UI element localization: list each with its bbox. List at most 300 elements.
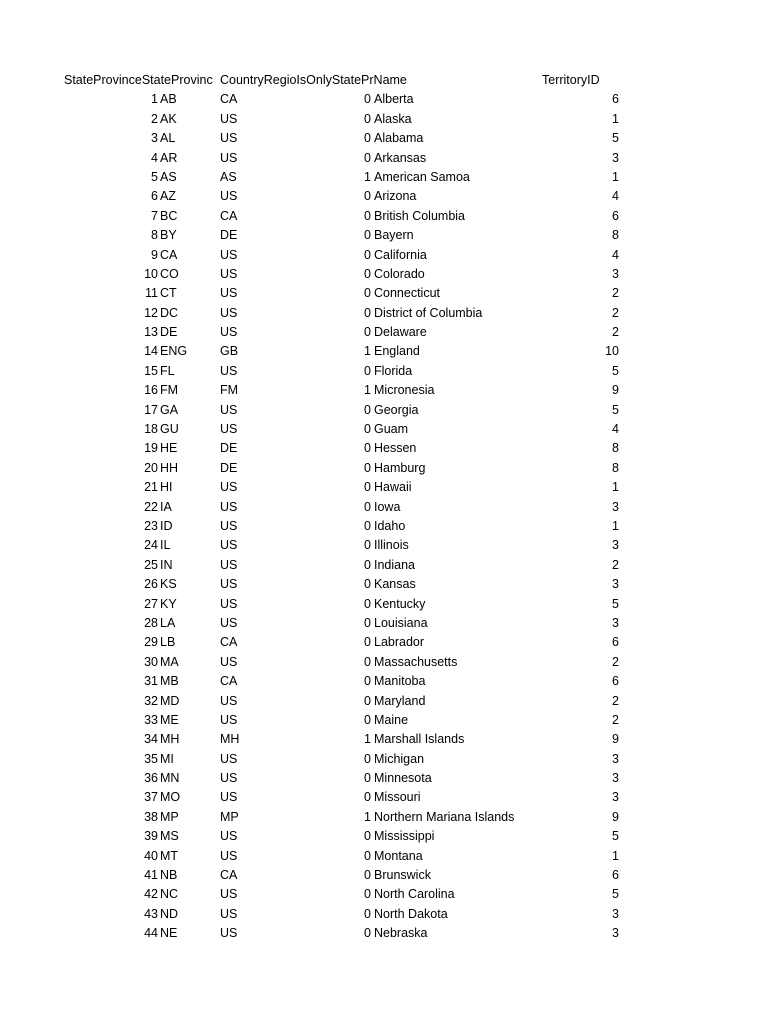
cell-is-only-state[interactable]: 0 <box>364 460 371 475</box>
cell-country[interactable]: US <box>220 480 238 495</box>
cell-country[interactable]: US <box>220 518 238 533</box>
cell-is-only-state[interactable]: 0 <box>364 422 371 437</box>
table-row <box>0 226 768 245</box>
table-row <box>0 149 768 168</box>
cell-country[interactable]: MP <box>220 809 239 824</box>
cell-name[interactable]: Indiana <box>374 557 416 572</box>
cell-code[interactable]: ME <box>160 712 179 727</box>
cell-country[interactable]: US <box>220 693 238 708</box>
cell-country[interactable]: US <box>220 538 238 553</box>
cell-territory-id[interactable]: 5 <box>612 402 619 417</box>
cell-name[interactable]: Illinois <box>374 538 409 553</box>
table-row <box>0 265 768 284</box>
cell-country[interactable]: CA <box>220 208 238 223</box>
cell-country[interactable]: DE <box>220 460 238 475</box>
cell-name[interactable]: North Carolina <box>374 887 455 902</box>
cell-id[interactable]: 44 <box>144 926 158 941</box>
cell-country[interactable]: US <box>220 402 238 417</box>
cell-is-only-state[interactable]: 0 <box>364 189 371 204</box>
cell-country[interactable]: MH <box>220 732 240 747</box>
cell-name[interactable]: Guam <box>374 422 409 437</box>
table-row <box>0 924 768 943</box>
cell-code[interactable]: MB <box>160 674 179 689</box>
cell-is-only-state[interactable]: 1 <box>364 732 371 747</box>
cell-code[interactable]: HI <box>160 480 173 495</box>
cell-territory-id[interactable]: 3 <box>612 266 619 281</box>
cell-name[interactable]: Colorado <box>374 266 425 281</box>
cell-territory-id[interactable]: 8 <box>612 460 619 475</box>
table-row <box>0 556 768 575</box>
cell-territory-id[interactable]: 10 <box>605 344 619 359</box>
cell-name[interactable]: Maine <box>374 712 409 727</box>
cell-is-only-state[interactable]: 0 <box>364 654 371 669</box>
cell-code[interactable]: NB <box>160 868 178 883</box>
cell-id[interactable]: 23 <box>144 518 158 533</box>
cell-country[interactable]: AS <box>220 169 237 184</box>
cell-territory-id[interactable]: 3 <box>612 751 619 766</box>
table-row <box>0 459 768 478</box>
cell-id[interactable]: 1 <box>151 92 158 107</box>
cell-id[interactable]: 38 <box>144 809 158 824</box>
cell-territory-id[interactable]: 1 <box>612 848 619 863</box>
cell-country[interactable]: US <box>220 189 238 204</box>
cell-country[interactable]: US <box>220 712 238 727</box>
cell-code[interactable]: DE <box>160 325 178 340</box>
cell-code[interactable]: MP <box>160 809 179 824</box>
cell-code[interactable]: LA <box>160 615 176 630</box>
cell-id[interactable]: 41 <box>144 868 158 883</box>
cell-country[interactable]: US <box>220 596 238 611</box>
cell-territory-id[interactable]: 3 <box>612 615 619 630</box>
cell-country[interactable]: US <box>220 751 238 766</box>
cell-country[interactable]: US <box>220 926 238 941</box>
table-row <box>0 478 768 497</box>
table-row <box>0 885 768 904</box>
cell-id[interactable]: 20 <box>144 460 158 475</box>
cell-code[interactable]: AS <box>160 169 177 184</box>
spreadsheet-table <box>0 71 768 944</box>
cell-country[interactable]: US <box>220 325 238 340</box>
cell-country[interactable]: CA <box>220 635 238 650</box>
cell-territory-id[interactable]: 2 <box>612 305 619 320</box>
cell-territory-id[interactable]: 1 <box>612 480 619 495</box>
cell-name[interactable]: Bayern <box>374 228 414 243</box>
cell-country[interactable]: US <box>220 131 238 146</box>
cell-id[interactable]: 37 <box>144 790 158 805</box>
table-row <box>0 827 768 846</box>
cell-code[interactable]: MI <box>160 751 174 766</box>
cell-name[interactable]: Florida <box>374 363 413 378</box>
table-row <box>0 362 768 381</box>
cell-is-only-state[interactable]: 0 <box>364 926 371 941</box>
cell-is-only-state[interactable]: 0 <box>364 712 371 727</box>
cell-is-only-state[interactable]: 0 <box>364 615 371 630</box>
table-row <box>0 575 768 594</box>
cell-name[interactable]: Iowa <box>374 499 401 514</box>
cell-id[interactable]: 18 <box>144 422 158 437</box>
cell-name[interactable]: California <box>374 247 427 262</box>
cell-id[interactable]: 16 <box>144 383 158 398</box>
cell-territory-id[interactable]: 5 <box>612 131 619 146</box>
cell-code[interactable]: MT <box>160 848 179 863</box>
cell-territory-id[interactable]: 3 <box>612 577 619 592</box>
cell-is-only-state[interactable]: 0 <box>364 111 371 126</box>
cell-name[interactable]: District of Columbia <box>374 305 483 320</box>
cell-country[interactable]: US <box>220 247 238 262</box>
cell-id[interactable]: 40 <box>144 848 158 863</box>
cell-country[interactable]: US <box>220 654 238 669</box>
cell-code[interactable]: MS <box>160 829 179 844</box>
cell-code[interactable]: BY <box>160 228 177 243</box>
cell-code[interactable]: AK <box>160 111 177 126</box>
cell-id[interactable]: 29 <box>144 635 158 650</box>
cell-country[interactable]: DE <box>220 228 238 243</box>
cell-territory-id[interactable]: 3 <box>612 150 619 165</box>
cell-id[interactable]: 25 <box>144 557 158 572</box>
cell-country[interactable]: US <box>220 557 238 572</box>
table-row <box>0 536 768 555</box>
cell-code[interactable]: BC <box>160 208 178 223</box>
cell-territory-id[interactable]: 3 <box>612 538 619 553</box>
cell-name[interactable]: Northern Mariana Islands <box>374 809 515 824</box>
cell-is-only-state[interactable]: 0 <box>364 499 371 514</box>
table-row <box>0 129 768 148</box>
cell-is-only-state[interactable]: 1 <box>364 383 371 398</box>
cell-territory-id[interactable]: 5 <box>612 363 619 378</box>
cell-is-only-state[interactable]: 0 <box>364 771 371 786</box>
cell-code[interactable]: NC <box>160 887 179 902</box>
cell-territory-id[interactable]: 5 <box>612 829 619 844</box>
cell-id[interactable]: 24 <box>144 538 158 553</box>
cell-is-only-state[interactable]: 0 <box>364 208 371 223</box>
table-row <box>0 653 768 672</box>
cell-id[interactable]: 6 <box>151 189 158 204</box>
cell-is-only-state[interactable]: 0 <box>364 325 371 340</box>
cell-territory-id[interactable]: 1 <box>612 169 619 184</box>
cell-country[interactable]: US <box>220 363 238 378</box>
cell-territory-id[interactable]: 3 <box>612 926 619 941</box>
cell-code[interactable]: MO <box>160 790 181 805</box>
cell-is-only-state[interactable]: 0 <box>364 596 371 611</box>
cell-id[interactable]: 39 <box>144 829 158 844</box>
cell-is-only-state[interactable]: 0 <box>364 906 371 921</box>
table-row <box>0 420 768 439</box>
cell-code[interactable]: CA <box>160 247 178 262</box>
cell-is-only-state[interactable]: 0 <box>364 228 371 243</box>
cell-country[interactable]: US <box>220 150 238 165</box>
cell-territory-id[interactable]: 3 <box>612 790 619 805</box>
cell-name[interactable]: Hamburg <box>374 460 426 475</box>
cell-code[interactable]: KY <box>160 596 177 611</box>
cell-territory-id[interactable]: 4 <box>612 422 619 437</box>
cell-name[interactable]: Arkansas <box>374 150 427 165</box>
cell-is-only-state[interactable]: 0 <box>364 751 371 766</box>
cell-id[interactable]: 21 <box>144 480 158 495</box>
table-row <box>0 808 768 827</box>
cell-territory-id[interactable]: 5 <box>612 596 619 611</box>
cell-is-only-state[interactable]: 0 <box>364 829 371 844</box>
cell-name[interactable]: Minnesota <box>374 771 432 786</box>
cell-name[interactable]: Brunswick <box>374 868 431 883</box>
table-row <box>0 905 768 924</box>
table-row <box>0 381 768 400</box>
cell-id[interactable]: 11 <box>145 286 158 301</box>
cell-is-only-state[interactable]: 0 <box>364 441 371 456</box>
cell-country[interactable]: US <box>220 422 238 437</box>
cell-code[interactable]: AZ <box>160 189 176 204</box>
cell-name[interactable]: Delaware <box>374 325 427 340</box>
cell-id[interactable]: 32 <box>144 693 158 708</box>
cell-name[interactable]: Labrador <box>374 635 425 650</box>
cell-code[interactable]: MA <box>160 654 179 669</box>
cell-name[interactable]: Louisiana <box>374 615 428 630</box>
cell-country[interactable]: US <box>220 286 238 301</box>
cell-territory-id[interactable]: 5 <box>612 887 619 902</box>
cell-code[interactable]: ENG <box>160 344 188 359</box>
cell-code[interactable]: KS <box>160 577 177 592</box>
table-row <box>0 866 768 885</box>
header-stateprovince[interactable]: StateProvinceStateProvinc <box>64 73 213 87</box>
cell-id[interactable]: 4 <box>151 150 158 165</box>
cell-territory-id[interactable]: 2 <box>612 712 619 727</box>
cell-code[interactable]: IA <box>160 499 172 514</box>
cell-code[interactable]: CT <box>160 286 177 301</box>
cell-is-only-state[interactable]: 0 <box>364 402 371 417</box>
table-row <box>0 517 768 536</box>
cell-is-only-state[interactable]: 0 <box>364 518 371 533</box>
cell-territory-id[interactable]: 6 <box>612 208 619 223</box>
cell-name[interactable]: Nebraska <box>374 926 428 941</box>
cell-country[interactable]: GB <box>220 344 239 359</box>
cell-country[interactable]: US <box>220 771 238 786</box>
cell-country[interactable]: US <box>220 848 238 863</box>
cell-name[interactable]: Hawaii <box>374 480 412 495</box>
header-row <box>0 71 768 90</box>
cell-is-only-state[interactable]: 1 <box>364 344 371 359</box>
cell-name[interactable]: Missouri <box>374 790 421 805</box>
cell-id[interactable]: 27 <box>144 596 158 611</box>
cell-name[interactable]: Marshall Islands <box>374 732 465 747</box>
cell-code[interactable]: MN <box>160 771 180 786</box>
cell-is-only-state[interactable]: 0 <box>364 266 371 281</box>
cell-id[interactable]: 43 <box>144 906 158 921</box>
header-territoryid[interactable]: TerritoryID <box>542 73 600 87</box>
table-row <box>0 633 768 652</box>
cell-is-only-state[interactable]: 0 <box>364 868 371 883</box>
cell-code[interactable]: MH <box>160 732 180 747</box>
cell-name[interactable]: Arizona <box>374 189 417 204</box>
table-row <box>0 769 768 788</box>
cell-is-only-state[interactable]: 1 <box>364 809 371 824</box>
cell-territory-id[interactable]: 9 <box>612 809 619 824</box>
table-row <box>0 168 768 187</box>
cell-is-only-state[interactable]: 0 <box>364 150 371 165</box>
cell-country[interactable]: CA <box>220 868 238 883</box>
cell-name[interactable]: Alabama <box>374 131 424 146</box>
cell-id[interactable]: 10 <box>144 266 158 281</box>
cell-is-only-state[interactable]: 0 <box>364 363 371 378</box>
cell-name[interactable]: Connecticut <box>374 286 441 301</box>
cell-territory-id[interactable]: 2 <box>612 654 619 669</box>
cell-name[interactable]: North Dakota <box>374 906 448 921</box>
header-countryregion-isonly-name[interactable]: CountryRegioIsOnlyStatePrName <box>220 73 407 87</box>
cell-name[interactable]: Mississippi <box>374 829 435 844</box>
cell-code[interactable]: NE <box>160 926 178 941</box>
cell-code[interactable]: AB <box>160 92 177 107</box>
cell-territory-id[interactable]: 8 <box>612 441 619 456</box>
cell-country[interactable]: US <box>220 906 238 921</box>
cell-territory-id[interactable]: 9 <box>612 383 619 398</box>
table-body <box>0 90 768 943</box>
cell-country[interactable]: DE <box>220 441 238 456</box>
cell-code[interactable]: AR <box>160 150 178 165</box>
cell-name[interactable]: Alaska <box>374 111 412 126</box>
cell-territory-id[interactable]: 1 <box>612 111 619 126</box>
cell-is-only-state[interactable]: 0 <box>364 577 371 592</box>
cell-code[interactable]: HH <box>160 460 179 475</box>
table-row <box>0 692 768 711</box>
cell-is-only-state[interactable]: 0 <box>364 635 371 650</box>
cell-id[interactable]: 35 <box>144 751 158 766</box>
cell-territory-id[interactable]: 2 <box>612 325 619 340</box>
cell-territory-id[interactable]: 3 <box>612 499 619 514</box>
cell-territory-id[interactable]: 2 <box>612 286 619 301</box>
cell-name[interactable]: Micronesia <box>374 383 435 398</box>
cell-territory-id[interactable]: 6 <box>612 635 619 650</box>
cell-is-only-state[interactable]: 0 <box>364 693 371 708</box>
cell-id[interactable]: 5 <box>151 169 158 184</box>
cell-code[interactable]: IL <box>160 538 171 553</box>
cell-territory-id[interactable]: 4 <box>612 247 619 262</box>
cell-name[interactable]: Maryland <box>374 693 426 708</box>
cell-territory-id[interactable]: 2 <box>612 557 619 572</box>
cell-code[interactable]: ID <box>160 518 173 533</box>
cell-is-only-state[interactable]: 0 <box>364 557 371 572</box>
cell-territory-id[interactable]: 4 <box>612 189 619 204</box>
cell-id[interactable]: 13 <box>144 325 158 340</box>
cell-country[interactable]: US <box>220 790 238 805</box>
cell-country[interactable]: CA <box>220 674 238 689</box>
cell-id[interactable]: 14 <box>144 344 158 359</box>
cell-territory-id[interactable]: 2 <box>612 693 619 708</box>
cell-id[interactable]: 34 <box>144 732 158 747</box>
cell-is-only-state[interactable]: 0 <box>364 247 371 262</box>
cell-territory-id[interactable]: 6 <box>612 868 619 883</box>
cell-code[interactable]: FL <box>160 363 175 378</box>
cell-name[interactable]: Kansas <box>374 577 416 592</box>
cell-code[interactable]: AL <box>160 131 176 146</box>
table-row <box>0 284 768 303</box>
cell-country[interactable]: US <box>220 111 238 126</box>
cell-code[interactable]: CO <box>160 266 179 281</box>
cell-code[interactable]: FM <box>160 383 179 398</box>
cell-name[interactable]: Michigan <box>374 751 425 766</box>
cell-name[interactable]: Georgia <box>374 402 419 417</box>
cell-code[interactable]: LB <box>160 635 176 650</box>
cell-id[interactable]: 26 <box>144 577 158 592</box>
cell-id[interactable]: 22 <box>144 499 158 514</box>
cell-code[interactable]: MD <box>160 693 180 708</box>
table-row <box>0 847 768 866</box>
cell-id[interactable]: 36 <box>144 771 158 786</box>
cell-code[interactable]: HE <box>160 441 178 456</box>
cell-id[interactable]: 7 <box>151 208 158 223</box>
cell-code[interactable]: ND <box>160 906 179 921</box>
cell-country[interactable]: US <box>220 615 238 630</box>
cell-is-only-state[interactable]: 0 <box>364 92 371 107</box>
cell-name[interactable]: Alberta <box>374 92 414 107</box>
cell-name[interactable]: Manitoba <box>374 674 426 689</box>
cell-name[interactable]: England <box>374 344 420 359</box>
cell-id[interactable]: 17 <box>144 402 158 417</box>
cell-is-only-state[interactable]: 0 <box>364 538 371 553</box>
cell-name[interactable]: Massachusetts <box>374 654 458 669</box>
table-row <box>0 730 768 749</box>
cell-country[interactable]: US <box>220 577 238 592</box>
cell-is-only-state[interactable]: 0 <box>364 848 371 863</box>
cell-id[interactable]: 31 <box>144 674 158 689</box>
cell-territory-id[interactable]: 3 <box>612 906 619 921</box>
cell-territory-id[interactable]: 6 <box>612 92 619 107</box>
cell-id[interactable]: 42 <box>144 887 158 902</box>
cell-id[interactable]: 19 <box>144 441 158 456</box>
cell-id[interactable]: 8 <box>151 228 158 243</box>
cell-is-only-state[interactable]: 1 <box>364 169 371 184</box>
cell-territory-id[interactable]: 1 <box>612 518 619 533</box>
cell-id[interactable]: 28 <box>144 615 158 630</box>
table-row <box>0 90 768 109</box>
cell-name[interactable]: Hessen <box>374 441 417 456</box>
cell-name[interactable]: American Samoa <box>374 169 470 184</box>
cell-code[interactable]: GU <box>160 422 179 437</box>
cell-id[interactable]: 3 <box>151 131 158 146</box>
cell-is-only-state[interactable]: 0 <box>364 790 371 805</box>
cell-id[interactable]: 15 <box>144 363 158 378</box>
cell-name[interactable]: Idaho <box>374 518 406 533</box>
cell-country[interactable]: US <box>220 305 238 320</box>
cell-country[interactable]: CA <box>220 92 238 107</box>
cell-id[interactable]: 2 <box>151 111 158 126</box>
cell-code[interactable]: IN <box>160 557 173 572</box>
cell-name[interactable]: British Columbia <box>374 208 466 223</box>
table-row <box>0 110 768 129</box>
cell-code[interactable]: GA <box>160 402 179 417</box>
cell-is-only-state[interactable]: 0 <box>364 887 371 902</box>
cell-name[interactable]: Montana <box>374 848 423 863</box>
cell-country[interactable]: US <box>220 829 238 844</box>
cell-is-only-state[interactable]: 0 <box>364 674 371 689</box>
cell-territory-id[interactable]: 6 <box>612 674 619 689</box>
cell-id[interactable]: 33 <box>144 712 158 727</box>
cell-territory-id[interactable]: 9 <box>612 732 619 747</box>
cell-country[interactable]: FM <box>220 383 239 398</box>
cell-code[interactable]: DC <box>160 305 179 320</box>
cell-country[interactable]: US <box>220 887 238 902</box>
cell-is-only-state[interactable]: 0 <box>364 305 371 320</box>
cell-name[interactable]: Kentucky <box>374 596 426 611</box>
cell-id[interactable]: 30 <box>144 654 158 669</box>
cell-country[interactable]: US <box>220 499 238 514</box>
cell-territory-id[interactable]: 3 <box>612 771 619 786</box>
cell-is-only-state[interactable]: 0 <box>364 131 371 146</box>
cell-id[interactable]: 9 <box>151 247 158 262</box>
cell-is-only-state[interactable]: 0 <box>364 286 371 301</box>
cell-is-only-state[interactable]: 0 <box>364 480 371 495</box>
table-row <box>0 401 768 420</box>
cell-id[interactable]: 12 <box>144 305 158 320</box>
cell-territory-id[interactable]: 8 <box>612 228 619 243</box>
cell-country[interactable]: US <box>220 266 238 281</box>
